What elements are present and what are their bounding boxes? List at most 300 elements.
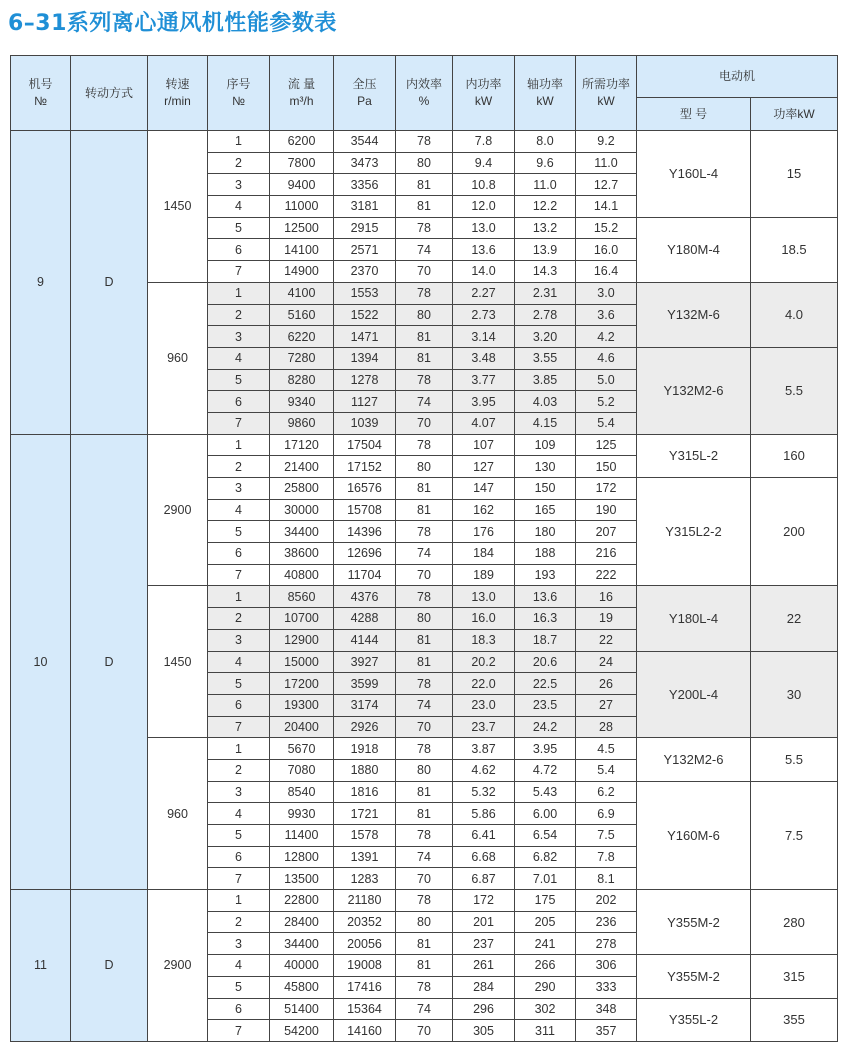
- pressure-cell: 3927: [334, 651, 396, 673]
- motor-power-cell: 200: [751, 478, 838, 586]
- header-label: 内效率: [405, 77, 442, 91]
- efficiency-cell: 70: [396, 1020, 453, 1042]
- speed-cell: 2900: [148, 434, 208, 586]
- seq-cell: 1: [208, 586, 270, 608]
- shaft-power-cell: 9.6: [515, 152, 576, 174]
- seq-cell: 3: [208, 629, 270, 651]
- required-power-cell: 4.2: [576, 326, 637, 348]
- seq-cell: 5: [208, 976, 270, 998]
- required-power-cell: 26: [576, 673, 637, 695]
- pressure-cell: 11704: [334, 564, 396, 586]
- speed-cell: 1450: [148, 131, 208, 283]
- motor-power-cell: 280: [751, 890, 838, 955]
- transmission-cell: D: [71, 434, 148, 889]
- inner-power-cell: 20.2: [453, 651, 515, 673]
- shaft-power-cell: 180: [515, 521, 576, 543]
- inner-power-cell: 176: [453, 521, 515, 543]
- pressure-cell: 1278: [334, 369, 396, 391]
- required-power-cell: 150: [576, 456, 637, 478]
- efficiency-cell: 70: [396, 564, 453, 586]
- inner-power-cell: 3.14: [453, 326, 515, 348]
- seq-cell: 6: [208, 846, 270, 868]
- required-power-cell: 4.6: [576, 347, 637, 369]
- required-power-cell: 5.4: [576, 759, 637, 781]
- shaft-power-cell: 23.5: [515, 694, 576, 716]
- efficiency-cell: 78: [396, 369, 453, 391]
- shaft-power-cell: 18.7: [515, 629, 576, 651]
- motor-model-cell: Y315L2-2: [637, 478, 751, 586]
- required-power-cell: 24: [576, 651, 637, 673]
- seq-cell: 6: [208, 543, 270, 565]
- pressure-cell: 4144: [334, 629, 396, 651]
- required-power-cell: 216: [576, 543, 637, 565]
- flow-cell: 11400: [270, 825, 334, 847]
- required-power-cell: 236: [576, 911, 637, 933]
- flow-cell: 34400: [270, 933, 334, 955]
- efficiency-cell: 80: [396, 911, 453, 933]
- pressure-cell: 1283: [334, 868, 396, 890]
- flow-cell: 6200: [270, 131, 334, 153]
- flow-cell: 19300: [270, 694, 334, 716]
- motor-model-cell: Y200L-4: [637, 651, 751, 738]
- seq-cell: 5: [208, 825, 270, 847]
- required-power-cell: 11.0: [576, 152, 637, 174]
- motor-power-cell: 22: [751, 586, 838, 651]
- shaft-power-cell: 4.15: [515, 412, 576, 434]
- motor-model-cell: Y132M-6: [637, 282, 751, 347]
- efficiency-cell: 78: [396, 673, 453, 695]
- shaft-power-cell: 130: [515, 456, 576, 478]
- seq-cell: 7: [208, 716, 270, 738]
- required-power-cell: 172: [576, 478, 637, 500]
- transmission-cell: D: [71, 131, 148, 435]
- seq-cell: 1: [208, 738, 270, 760]
- inner-power-cell: 6.41: [453, 825, 515, 847]
- efficiency-cell: 81: [396, 499, 453, 521]
- efficiency-cell: 80: [396, 759, 453, 781]
- shaft-power-cell: 2.78: [515, 304, 576, 326]
- inner-power-cell: 4.07: [453, 412, 515, 434]
- shaft-power-cell: 13.9: [515, 239, 576, 261]
- efficiency-cell: 81: [396, 174, 453, 196]
- pressure-cell: 17504: [334, 434, 396, 456]
- flow-cell: 25800: [270, 478, 334, 500]
- table-row: [11, 131, 838, 153]
- pressure-cell: 1391: [334, 846, 396, 868]
- efficiency-cell: 81: [396, 196, 453, 218]
- shaft-power-cell: 175: [515, 890, 576, 912]
- flow-cell: 9400: [270, 174, 334, 196]
- header-efficiency: [396, 56, 453, 131]
- header-label: 机号: [28, 77, 53, 91]
- pressure-cell: 2926: [334, 716, 396, 738]
- header-unit: kW: [597, 94, 615, 108]
- header-unit: kW: [474, 94, 493, 108]
- shaft-power-cell: 241: [515, 933, 576, 955]
- seq-cell: 4: [208, 499, 270, 521]
- efficiency-cell: 70: [396, 412, 453, 434]
- shaft-power-cell: 8.0: [515, 131, 576, 153]
- pressure-cell: 17416: [334, 976, 396, 998]
- shaft-power-cell: 22.5: [515, 673, 576, 695]
- pressure-cell: 16576: [334, 478, 396, 500]
- fan-performance-table: [10, 55, 838, 1042]
- flow-cell: 17200: [270, 673, 334, 695]
- required-power-cell: 16.0: [576, 239, 637, 261]
- seq-cell: 7: [208, 1020, 270, 1042]
- flow-cell: 6220: [270, 326, 334, 348]
- shaft-power-cell: 193: [515, 564, 576, 586]
- machine-no-cell: 10: [11, 434, 71, 889]
- required-power-cell: 19: [576, 608, 637, 630]
- pressure-cell: 1394: [334, 347, 396, 369]
- required-power-cell: 7.8: [576, 846, 637, 868]
- required-power-cell: 4.5: [576, 738, 637, 760]
- efficiency-cell: 74: [396, 998, 453, 1020]
- inner-power-cell: 201: [453, 911, 515, 933]
- motor-power-cell: 7.5: [751, 781, 838, 889]
- pressure-cell: 15364: [334, 998, 396, 1020]
- inner-power-cell: 3.87: [453, 738, 515, 760]
- motor-model-cell: Y132M2-6: [637, 347, 751, 434]
- efficiency-cell: 74: [396, 239, 453, 261]
- header-seq: [208, 56, 270, 131]
- shaft-power-cell: 109: [515, 434, 576, 456]
- seq-cell: 6: [208, 391, 270, 413]
- speed-cell: 960: [148, 738, 208, 890]
- header-label: 流 量: [287, 77, 316, 91]
- flow-cell: 9860: [270, 412, 334, 434]
- required-power-cell: 190: [576, 499, 637, 521]
- motor-model-cell: Y315L-2: [637, 434, 751, 477]
- inner-power-cell: 2.27: [453, 282, 515, 304]
- flow-cell: 15000: [270, 651, 334, 673]
- flow-cell: 51400: [270, 998, 334, 1020]
- speed-cell: 960: [148, 282, 208, 434]
- pressure-cell: 14160: [334, 1020, 396, 1042]
- inner-power-cell: 7.8: [453, 131, 515, 153]
- table-body: [11, 131, 838, 1042]
- efficiency-cell: 70: [396, 716, 453, 738]
- flow-cell: 14100: [270, 239, 334, 261]
- header-label: 全压: [352, 77, 377, 91]
- seq-cell: 4: [208, 196, 270, 218]
- efficiency-cell: 74: [396, 694, 453, 716]
- header-label: 所需功率: [581, 77, 630, 91]
- shaft-power-cell: 14.3: [515, 261, 576, 283]
- seq-cell: 4: [208, 803, 270, 825]
- inner-power-cell: 10.8: [453, 174, 515, 196]
- required-power-cell: 348: [576, 998, 637, 1020]
- motor-power-cell: 160: [751, 434, 838, 477]
- inner-power-cell: 172: [453, 890, 515, 912]
- seq-cell: 3: [208, 933, 270, 955]
- shaft-power-cell: 165: [515, 499, 576, 521]
- pressure-cell: 1721: [334, 803, 396, 825]
- inner-power-cell: 6.87: [453, 868, 515, 890]
- inner-power-cell: 147: [453, 478, 515, 500]
- inner-power-cell: 127: [453, 456, 515, 478]
- seq-cell: 1: [208, 890, 270, 912]
- flow-cell: 13500: [270, 868, 334, 890]
- flow-cell: 10700: [270, 608, 334, 630]
- flow-cell: 8560: [270, 586, 334, 608]
- shaft-power-cell: 4.03: [515, 391, 576, 413]
- efficiency-cell: 78: [396, 976, 453, 998]
- header-unit: Pa: [357, 94, 372, 108]
- flow-cell: 5670: [270, 738, 334, 760]
- flow-cell: 22800: [270, 890, 334, 912]
- inner-power-cell: 9.4: [453, 152, 515, 174]
- efficiency-cell: 74: [396, 543, 453, 565]
- header-required-power: [576, 56, 637, 131]
- motor-power-cell: 5.5: [751, 347, 838, 434]
- seq-cell: 2: [208, 304, 270, 326]
- seq-cell: 3: [208, 478, 270, 500]
- inner-power-cell: 23.0: [453, 694, 515, 716]
- pressure-cell: 1127: [334, 391, 396, 413]
- seq-cell: 7: [208, 261, 270, 283]
- efficiency-cell: 81: [396, 326, 453, 348]
- shaft-power-cell: 3.85: [515, 369, 576, 391]
- shaft-power-cell: 311: [515, 1020, 576, 1042]
- flow-cell: 20400: [270, 716, 334, 738]
- seq-cell: 3: [208, 326, 270, 348]
- page-title: 6–31系列离心通风机性能参数表: [8, 11, 337, 36]
- shaft-power-cell: 11.0: [515, 174, 576, 196]
- efficiency-cell: 81: [396, 347, 453, 369]
- seq-cell: 6: [208, 694, 270, 716]
- flow-cell: 12900: [270, 629, 334, 651]
- pressure-cell: 3181: [334, 196, 396, 218]
- pressure-cell: 20056: [334, 933, 396, 955]
- motor-power-cell: 315: [751, 955, 838, 998]
- header-label: 轴功率: [526, 77, 563, 91]
- required-power-cell: 27: [576, 694, 637, 716]
- required-power-cell: 306: [576, 955, 637, 977]
- shaft-power-cell: 302: [515, 998, 576, 1020]
- motor-model-cell: Y160L-4: [637, 131, 751, 218]
- pressure-cell: 1522: [334, 304, 396, 326]
- pressure-cell: 2370: [334, 261, 396, 283]
- pressure-cell: 1578: [334, 825, 396, 847]
- pressure-cell: 12696: [334, 543, 396, 565]
- flow-cell: 40800: [270, 564, 334, 586]
- flow-cell: 34400: [270, 521, 334, 543]
- efficiency-cell: 78: [396, 217, 453, 239]
- flow-cell: 28400: [270, 911, 334, 933]
- inner-power-cell: 13.0: [453, 217, 515, 239]
- inner-power-cell: 13.0: [453, 586, 515, 608]
- seq-cell: 3: [208, 174, 270, 196]
- flow-cell: 7080: [270, 759, 334, 781]
- inner-power-cell: 18.3: [453, 629, 515, 651]
- header-motor-model: 型 号: [637, 98, 751, 131]
- required-power-cell: 5.4: [576, 412, 637, 434]
- shaft-power-cell: 24.2: [515, 716, 576, 738]
- inner-power-cell: 184: [453, 543, 515, 565]
- seq-cell: 1: [208, 434, 270, 456]
- required-power-cell: 3.0: [576, 282, 637, 304]
- seq-cell: 1: [208, 131, 270, 153]
- header-label: 转动方式: [84, 85, 133, 100]
- required-power-cell: 6.9: [576, 803, 637, 825]
- header-unit: r/min: [164, 94, 191, 108]
- shaft-power-cell: 6.82: [515, 846, 576, 868]
- pressure-cell: 3473: [334, 152, 396, 174]
- header-flow: [270, 56, 334, 131]
- shaft-power-cell: 3.20: [515, 326, 576, 348]
- pressure-cell: 2915: [334, 217, 396, 239]
- inner-power-cell: 3.77: [453, 369, 515, 391]
- flow-cell: 12500: [270, 217, 334, 239]
- seq-cell: 2: [208, 911, 270, 933]
- efficiency-cell: 81: [396, 781, 453, 803]
- efficiency-cell: 70: [396, 261, 453, 283]
- efficiency-cell: 81: [396, 478, 453, 500]
- required-power-cell: 202: [576, 890, 637, 912]
- motor-power-cell: 5.5: [751, 738, 838, 781]
- shaft-power-cell: 205: [515, 911, 576, 933]
- seq-cell: 2: [208, 152, 270, 174]
- inner-power-cell: 296: [453, 998, 515, 1020]
- flow-cell: 9340: [270, 391, 334, 413]
- motor-model-cell: Y160M-6: [637, 781, 751, 889]
- seq-cell: 5: [208, 673, 270, 695]
- header-transmission: [71, 56, 148, 131]
- flow-cell: 54200: [270, 1020, 334, 1042]
- inner-power-cell: 16.0: [453, 608, 515, 630]
- required-power-cell: 12.7: [576, 174, 637, 196]
- flow-cell: 5160: [270, 304, 334, 326]
- inner-power-cell: 162: [453, 499, 515, 521]
- shaft-power-cell: 4.72: [515, 759, 576, 781]
- inner-power-cell: 2.73: [453, 304, 515, 326]
- efficiency-cell: 80: [396, 608, 453, 630]
- efficiency-cell: 78: [396, 131, 453, 153]
- inner-power-cell: 189: [453, 564, 515, 586]
- pressure-cell: 19008: [334, 955, 396, 977]
- inner-power-cell: 22.0: [453, 673, 515, 695]
- pressure-cell: 4376: [334, 586, 396, 608]
- required-power-cell: 3.6: [576, 304, 637, 326]
- efficiency-cell: 81: [396, 955, 453, 977]
- pressure-cell: 17152: [334, 456, 396, 478]
- seq-cell: 1: [208, 282, 270, 304]
- required-power-cell: 22: [576, 629, 637, 651]
- shaft-power-cell: 3.55: [515, 347, 576, 369]
- pressure-cell: 1816: [334, 781, 396, 803]
- efficiency-cell: 78: [396, 738, 453, 760]
- motor-model-cell: Y132M2-6: [637, 738, 751, 781]
- pressure-cell: 1880: [334, 759, 396, 781]
- header-unit: m³/h: [289, 94, 314, 108]
- efficiency-cell: 80: [396, 304, 453, 326]
- efficiency-cell: 78: [396, 434, 453, 456]
- flow-cell: 40000: [270, 955, 334, 977]
- seq-cell: 6: [208, 998, 270, 1020]
- header-unit: №: [232, 94, 245, 108]
- inner-power-cell: 4.62: [453, 759, 515, 781]
- header-motor: 电动机: [637, 56, 838, 98]
- pressure-cell: 1918: [334, 738, 396, 760]
- seq-cell: 7: [208, 564, 270, 586]
- motor-model-cell: Y355M-2: [637, 890, 751, 955]
- shaft-power-cell: 6.54: [515, 825, 576, 847]
- inner-power-cell: 14.0: [453, 261, 515, 283]
- pressure-cell: 3356: [334, 174, 396, 196]
- seq-cell: 7: [208, 868, 270, 890]
- shaft-power-cell: 20.6: [515, 651, 576, 673]
- efficiency-cell: 80: [396, 152, 453, 174]
- seq-cell: 6: [208, 239, 270, 261]
- required-power-cell: 125: [576, 434, 637, 456]
- pressure-cell: 14396: [334, 521, 396, 543]
- required-power-cell: 9.2: [576, 131, 637, 153]
- header-label: 内功率: [465, 77, 502, 91]
- table-row: [11, 890, 838, 912]
- seq-cell: 2: [208, 759, 270, 781]
- seq-cell: 7: [208, 412, 270, 434]
- shaft-power-cell: 266: [515, 955, 576, 977]
- efficiency-cell: 81: [396, 803, 453, 825]
- required-power-cell: 278: [576, 933, 637, 955]
- seq-cell: 3: [208, 781, 270, 803]
- shaft-power-cell: 13.2: [515, 217, 576, 239]
- seq-cell: 4: [208, 347, 270, 369]
- motor-power-cell: 30: [751, 651, 838, 738]
- motor-model-cell: Y180M-4: [637, 217, 751, 282]
- speed-cell: 2900: [148, 890, 208, 1042]
- seq-cell: 2: [208, 456, 270, 478]
- required-power-cell: 15.2: [576, 217, 637, 239]
- flow-cell: 17120: [270, 434, 334, 456]
- efficiency-cell: 78: [396, 586, 453, 608]
- inner-power-cell: 23.7: [453, 716, 515, 738]
- header-machine-no: [11, 56, 71, 131]
- efficiency-cell: 78: [396, 890, 453, 912]
- motor-model-cell: Y355L-2: [637, 998, 751, 1041]
- inner-power-cell: 284: [453, 976, 515, 998]
- shaft-power-cell: 16.3: [515, 608, 576, 630]
- flow-cell: 8540: [270, 781, 334, 803]
- inner-power-cell: 261: [453, 955, 515, 977]
- pressure-cell: 21180: [334, 890, 396, 912]
- table-row: [11, 434, 838, 456]
- shaft-power-cell: 6.00: [515, 803, 576, 825]
- pressure-cell: 4288: [334, 608, 396, 630]
- header-inner-power: [453, 56, 515, 131]
- header-motor-power: 功率kW: [751, 98, 838, 131]
- motor-power-cell: 18.5: [751, 217, 838, 282]
- flow-cell: 30000: [270, 499, 334, 521]
- pressure-cell: 1039: [334, 412, 396, 434]
- flow-cell: 12800: [270, 846, 334, 868]
- inner-power-cell: 13.6: [453, 239, 515, 261]
- efficiency-cell: 74: [396, 391, 453, 413]
- pressure-cell: 1553: [334, 282, 396, 304]
- seq-cell: 5: [208, 369, 270, 391]
- efficiency-cell: 78: [396, 825, 453, 847]
- seq-cell: 4: [208, 955, 270, 977]
- required-power-cell: 6.2: [576, 781, 637, 803]
- required-power-cell: 14.1: [576, 196, 637, 218]
- shaft-power-cell: 7.01: [515, 868, 576, 890]
- shaft-power-cell: 2.31: [515, 282, 576, 304]
- motor-power-cell: 355: [751, 998, 838, 1041]
- inner-power-cell: 5.32: [453, 781, 515, 803]
- header-unit: kW: [536, 94, 554, 108]
